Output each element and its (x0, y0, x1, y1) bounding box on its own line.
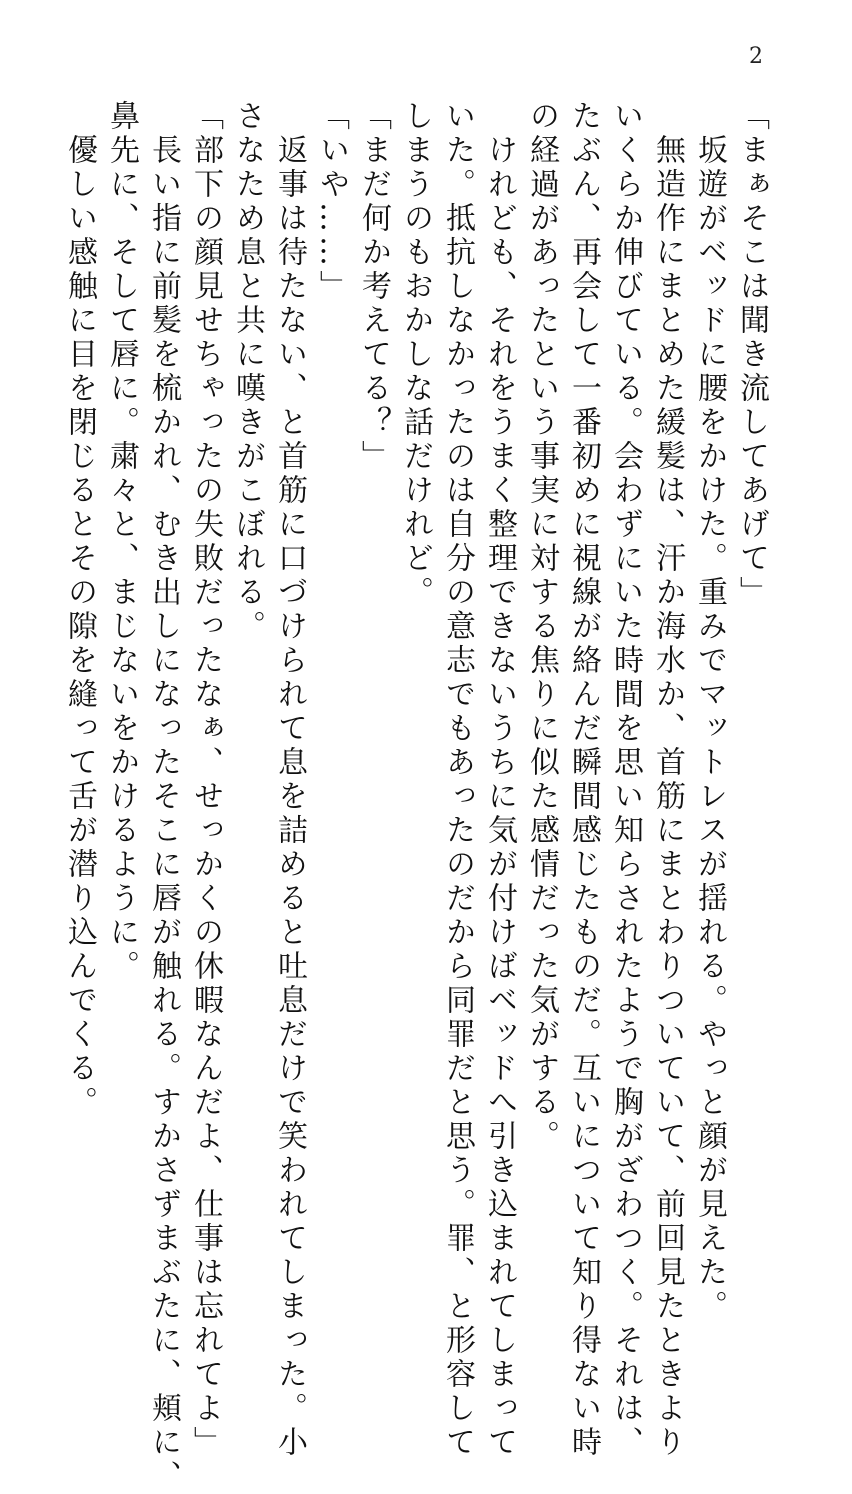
text-line: しまうのもおかしな話だけれど。 (398, 100, 433, 610)
text-line: けれども、それをうまく整理できないうちに気が付けばベッドへ引き込まれてしまって (482, 100, 517, 1460)
text-line: 「まだ何か考えてる？」 (356, 100, 391, 474)
text-line: 坂遊がベッドに腰をかけた。重みでマットレスが揺れる。やっと顔が見えた。 (692, 100, 727, 1324)
text-line: 返事は待たない、と首筋に口づけられて息を詰めると吐息だけで笑われてしまった。小 (272, 100, 307, 1460)
text-line: いくらか伸びている。会わずにいた時間を思い知らされたようで胸がざわつく。それは、 (608, 100, 643, 1460)
text-line: 「いや……」 (314, 100, 349, 304)
text-line: 「まぁそこは聞き流してあげて」 (734, 100, 769, 610)
text-line: 優しい感触に目を閉じるとその隙を縫って舌が潜り込んでくる。 (62, 100, 97, 1120)
page-number: 2 (749, 44, 763, 69)
text-line: さなため息と共に嘆きがこぼれる。 (230, 100, 265, 644)
text-line: たぶん、再会して一番初めに視線が絡んだ瞬間感じたものだ。互いについて知り得ない時 (566, 100, 601, 1460)
text-line: 長い指に前髪を梳かれ、むき出しになったそこに唇が触れる。すかさずまぶたに、頬に、 (146, 100, 181, 1494)
text-line: の経過があったという事実に対する焦りに似た感情だった気がする。 (524, 100, 559, 1154)
vertical-text-block (62, 100, 772, 1494)
text-line: 無造作にまとめた緩髪は、汗か海水か、首筋にまとわりついていて、前回見たときより (650, 100, 685, 1460)
text-line: 「部下の顔見せちゃったの失敗だったなぁ、せっかくの休暇なんだよ、仕事は忘れてよ」 (188, 100, 223, 1460)
text-line: いた。抵抗しなかったのは自分の意志でもあったのだから同罪だと思う。罪、と形容して (440, 100, 475, 1460)
text-line: 鼻先に、そして唇に。粛々と、まじないをかけるように。 (104, 100, 139, 984)
